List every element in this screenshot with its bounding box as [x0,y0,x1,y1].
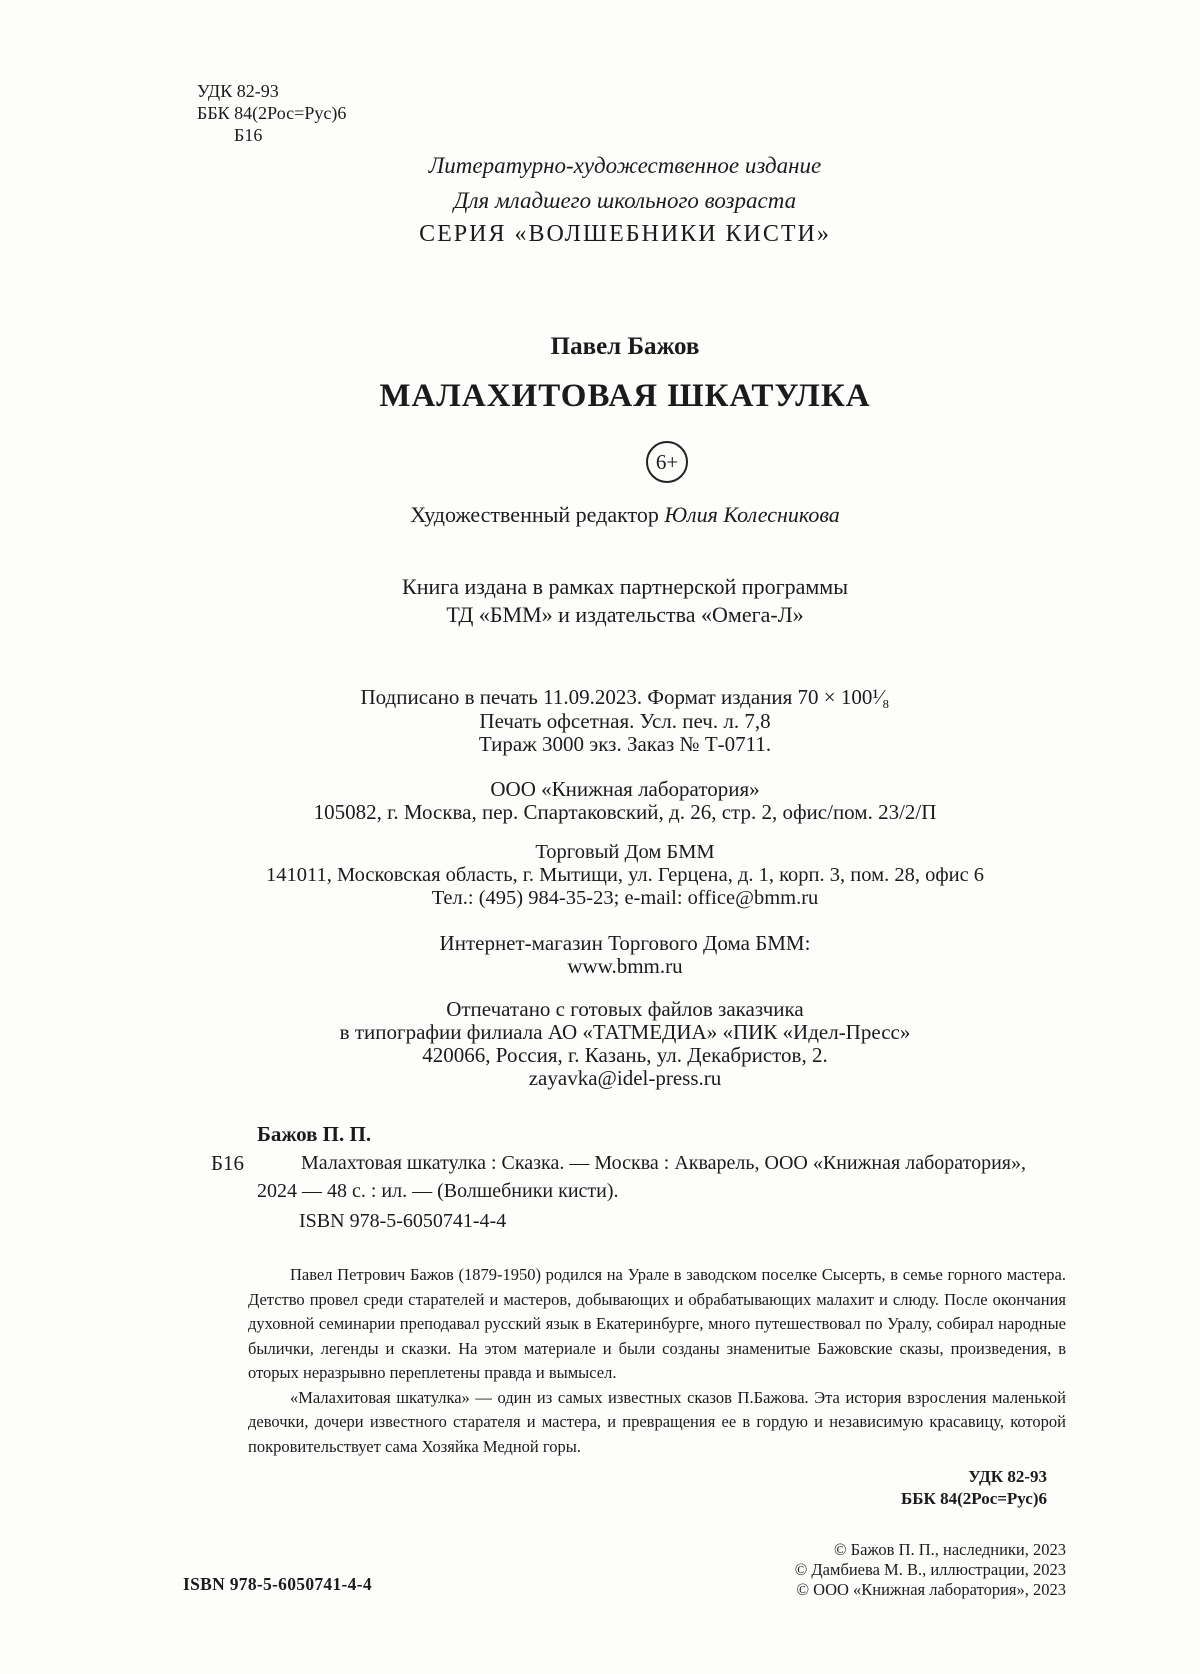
catalog-author: Бажов П. П. [257,1122,372,1146]
art-editor-name: Юлия Колесникова [664,502,840,527]
edition-type-line: Литературно-художественное издание [428,153,822,178]
annotation-paragraph-1: Павел Петрович Бажов (1879-1950) родился на Урале в заводском поселке Сысерть, в семье горного мастера. Детство провел среди старателей и мастеров, добывающих и обрабатывающих малахит и слюду. После окончания духовной семинарии преподавал русский язык в Екатеринбурге, много путешествовал по Уралу, собирал народные былички, легенды и сказки. На этом материале и были созданы знаменитые Бажовские сказы, произведения, в оторых неразрывно переплетены правда и вымысел. [248,1265,1066,1382]
online-store-url: www.bmm.ru [567,954,683,978]
series-line: СЕРИЯ «ВОЛШЕБНИКИ КИСТИ» [419,221,831,247]
partner-program-line-1: Книга издана в рамках партнерской программы [402,574,848,599]
printery-line-1: Отпечатано с готовых файлов заказчика [446,997,804,1021]
annotation-block [248,1263,1066,1459]
book-title: МАЛАХИТОВАЯ ШКАТУЛКА [379,378,871,414]
copyright-line-1: © Бажов П. П., наследники, 2023 [833,1540,1066,1559]
age-rating-label: 6+ [655,449,679,474]
print-date-line: Подписано в печать 11.09.2023. Формат издания 70 × 100¹⁄₈ [360,685,890,709]
copyright-line-3: © ООО «Книжная лаборатория», 2023 [796,1580,1066,1599]
print-run-line: Тираж 3000 экз. Заказ № Т-0711. [478,732,772,756]
printery-email: zayavka@idel-press.ru [528,1066,722,1090]
audience-line: Для младшего школьного возраста [453,188,797,213]
publisher-block [50,778,1200,823]
copyright-line-2: © Дамбиева М. В., иллюстрации, 2023 [794,1560,1066,1579]
book-author: Павел Бажов [550,333,700,360]
partner-program-block [50,573,1200,629]
partner-program-line-2: ТД «БММ» и издательства «Омега-Л» [446,602,804,627]
online-store-block [50,932,1200,978]
print-method-line: Печать офсетная. Усл. печ. л. 7,8 [479,708,771,733]
annotation-paragraph-2: «Малахитовая шкатулка» — один из самых известных сказов П.Бажова. Эта история взросления маленькой девочки, дочери известного старателя и мастера, и превращения ее в гордую и независимую красавицу, которой покровительствует сама Хозяйка Медной горы. [248,1387,1066,1456]
art-editor-label: Художественный редактор [410,502,659,527]
printery-block [50,998,1200,1090]
publisher-name: ООО «Книжная лаборатория» [490,777,760,801]
age-rating-badge [646,441,688,483]
printery-line-3: 420066, Россия, г. Казань, ул. Декабристов, 2. [422,1043,828,1067]
corner-author-code: Б16 [234,125,263,145]
catalog-code: Б16 [211,1151,245,1175]
udk-right: УДК 82-93 [968,1467,1047,1486]
trade-house-address: 141011, Московская область, г. Мытищи, ул. Герцена, д. 1, корп. 3, пом. 28, офис 6 [265,864,985,886]
corner-bbk-code: ББК 84(2Рос=Рус)6 [197,103,347,123]
catalog-isbn: ISBN 978-5-6050741-4-4 [299,1210,507,1232]
isbn-bottom: ISBN 978-5-6050741-4-4 [183,1574,372,1594]
corner-udk-code: УДК 82-93 [197,81,279,101]
classification-block-right [647,1466,1047,1510]
trade-house-name: Торговый Дом БММ [535,841,715,863]
online-store-label: Интернет-магазин Торгового Дома БММ: [439,931,811,955]
trade-house-block [50,841,1200,910]
classification-block [197,80,346,146]
catalog-description: Малахтовая шкатулка : Сказка. — Москва : Акварель, ООО «Книжная лаборатория», 2024 — 48 с. : ил. — (Волшебники кисти). [257,1152,1026,1202]
print-info-block [50,686,1200,757]
printery-line-2: в типографии филиала АО «ТАТМЕДИА» «ПИК «Идел-Пресс» [339,1020,911,1044]
trade-house-contacts: Тел.: (495) 984-35-23; e-mail: office@bmm.ru [431,887,819,909]
bbk-right: ББК 84(2Рос=Рус)6 [901,1489,1047,1508]
copyright-block [600,1540,1066,1600]
art-editor-line [50,502,1200,528]
publisher-address: 105082, г. Москва, пер. Спартаковский, д. 26, стр. 2, офис/пом. 23/2/П [313,799,937,824]
